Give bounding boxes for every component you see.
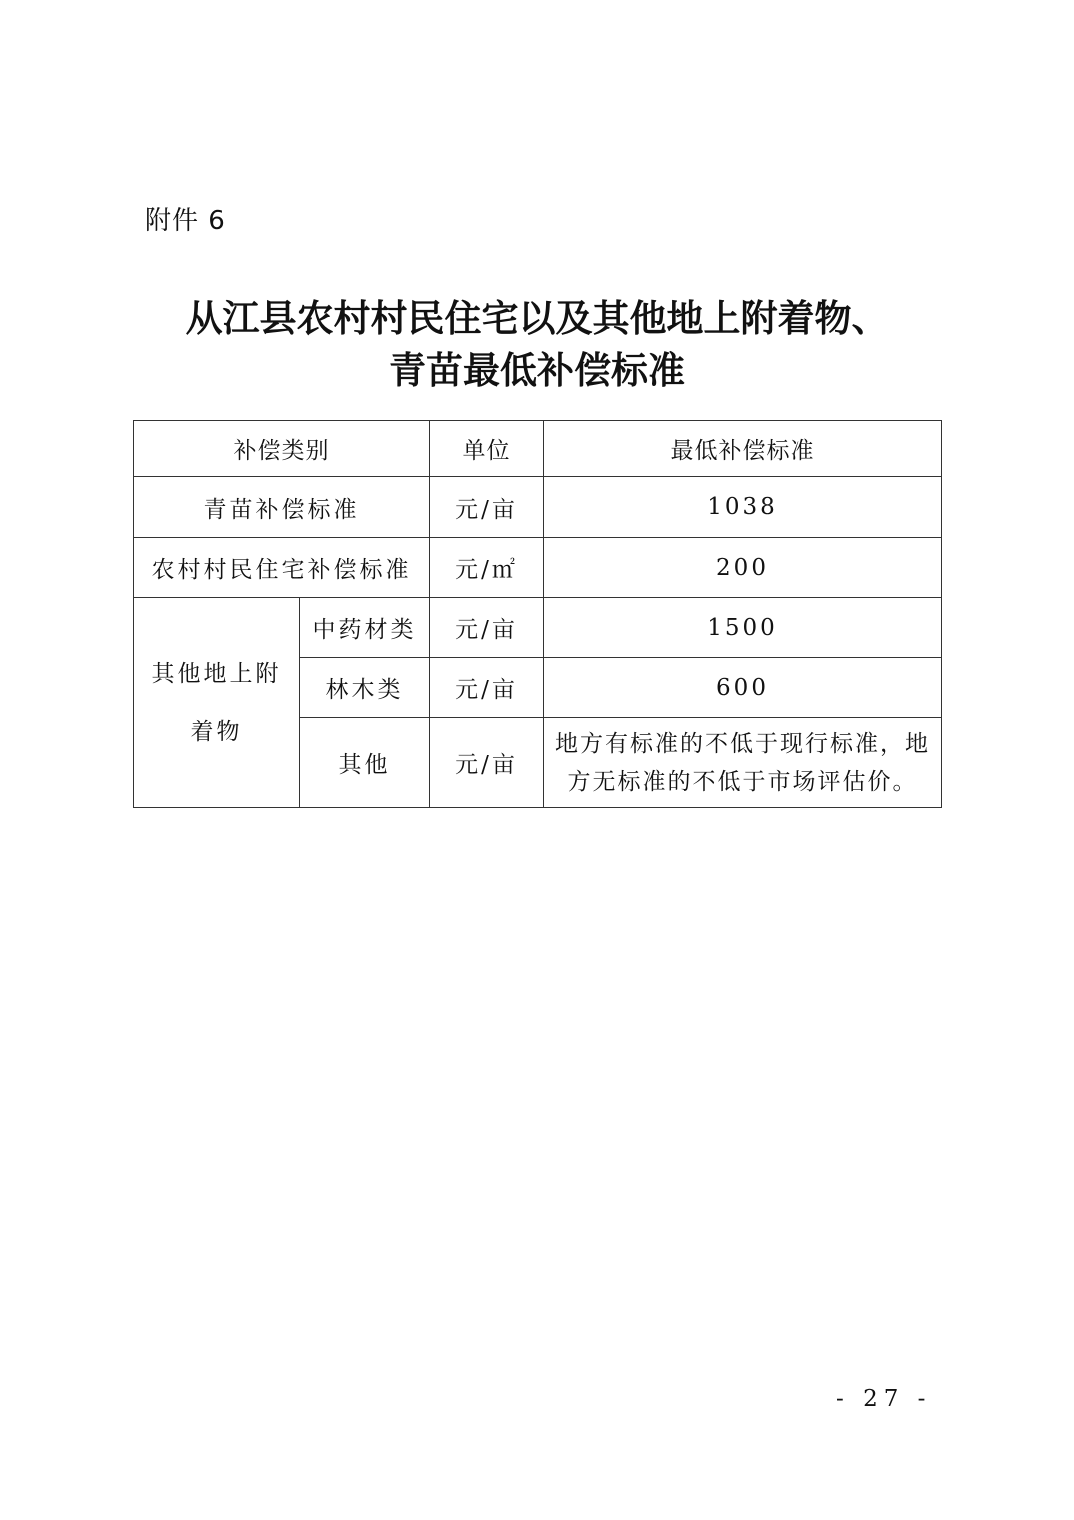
value-note-cell <box>544 718 942 808</box>
table-row <box>134 538 942 598</box>
table-header-row <box>134 421 942 477</box>
value-cell: 1500 <box>544 598 942 658</box>
table-row <box>134 477 942 538</box>
table-row <box>134 598 942 658</box>
unit-cell: 元/亩 <box>430 718 544 808</box>
category-cell: 农村村民住宅补偿标准 <box>134 538 430 598</box>
unit-cell: 元/亩 <box>430 477 544 538</box>
value-cell: 200 <box>544 538 942 598</box>
group-label-line2: 着物 <box>190 718 243 745</box>
unit-cell: 元/亩 <box>430 658 544 718</box>
header-standard: 最低补偿标准 <box>544 421 942 477</box>
note-line2: 方无标准的不低于市场评估价。 <box>567 768 918 795</box>
category-cell: 青苗补偿标准 <box>134 477 430 538</box>
group-category-cell <box>134 598 300 808</box>
value-cell: 1038 <box>544 477 942 538</box>
note-line1: 地方有标准的不低于现行标准，地 <box>555 730 930 757</box>
unit-cell: 元/亩 <box>430 598 544 658</box>
value-cell: 600 <box>544 658 942 718</box>
page-number: - 27 - <box>836 1386 932 1412</box>
group-label-line1: 其他地上附 <box>151 660 282 687</box>
attachment-label: 附件 6 <box>145 206 226 236</box>
document-title-line2: 青苗最低补偿标准 <box>389 348 685 392</box>
document-title-line1: 从江县农村村民住宅以及其他地上附着物、 <box>185 296 889 340</box>
subcategory-cell: 中药材类 <box>300 598 430 658</box>
subcategory-cell: 其他 <box>300 718 430 808</box>
unit-cell: 元/㎡ <box>430 538 544 598</box>
compensation-standards-table <box>133 420 942 808</box>
header-unit: 单位 <box>430 421 544 477</box>
header-category: 补偿类别 <box>134 421 430 477</box>
subcategory-cell: 林木类 <box>300 658 430 718</box>
